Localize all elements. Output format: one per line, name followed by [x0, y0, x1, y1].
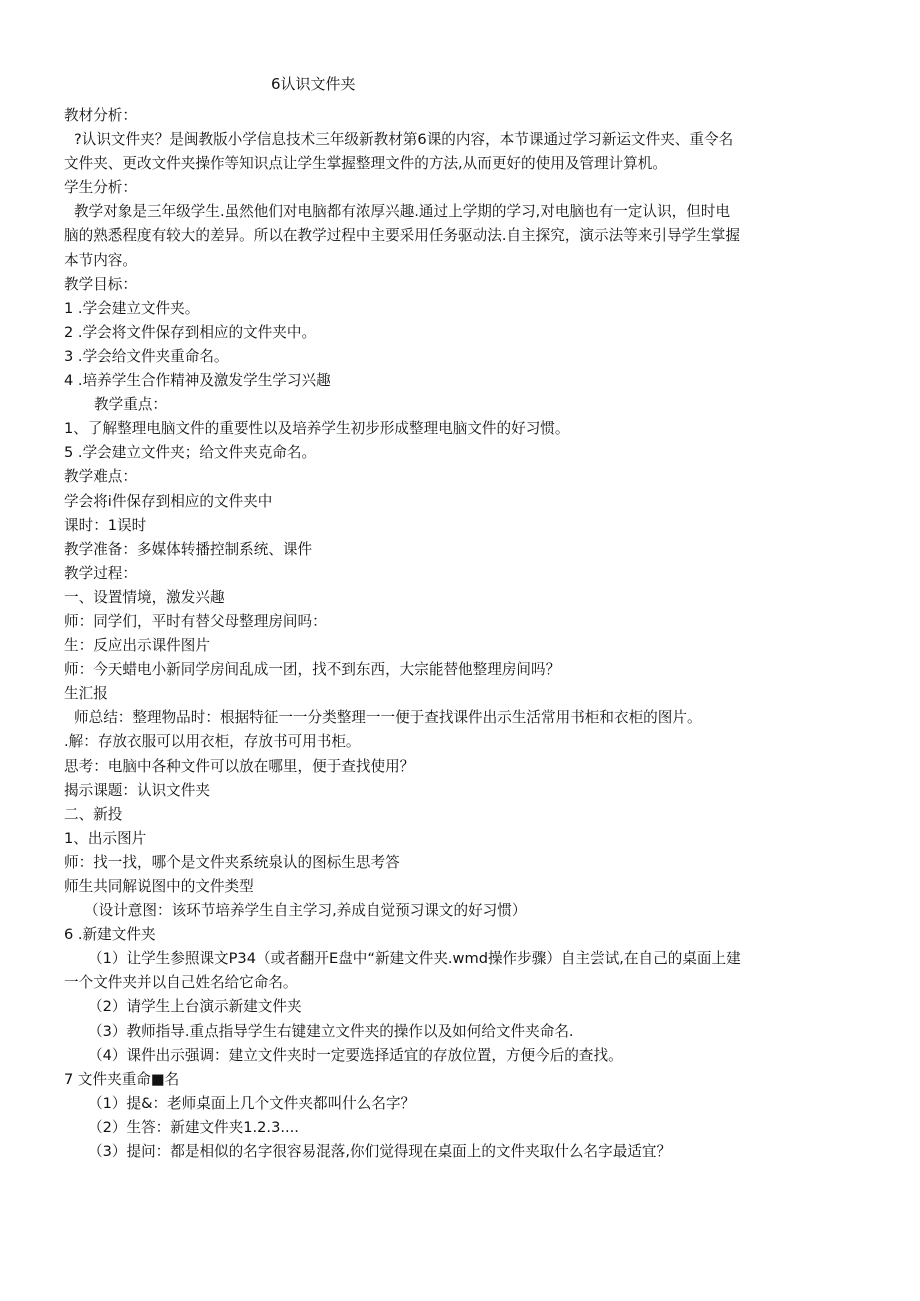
paragraph-line: （1）提&：老师桌面上几个文件夹都叫什么名字？ [88, 1094, 416, 1112]
paragraph-line: 师总结：整理物品时：根据特征一一分类整理一一便于查找课件出示生活常用书柜和衣柜的图片。 [74, 709, 702, 727]
list-item: 3 .学会给文件夹重命名。 [64, 347, 229, 365]
heading-student-analysis: 学生分析： [64, 179, 137, 197]
paragraph-line: 教学准备：多媒体转播控制系统、课件 [64, 540, 313, 558]
heading-key-points: 教学重点： [94, 396, 167, 414]
paragraph-line: 师：今天蜡电小新同学房间乱成一团，找不到东西，大宗能替他整理房间吗？ [64, 661, 561, 679]
heading-difficulties: 教学难点： [64, 468, 137, 486]
paragraph-line: （设计意图：该环节培养学生自主学习,养成自觉预习课文的好习惯） [84, 902, 527, 920]
paragraph-line: 生：反应出示课件图片 [64, 637, 210, 655]
list-item: 5 .学会建立文件夹；给文件夹克命名。 [64, 444, 317, 462]
section-heading: 一、设置情境，激发兴趣 [64, 588, 225, 606]
paragraph-line: （3）教师指导.重点指导学生右键建立文件夹的操作以及如何给文件夹命名. [88, 1022, 574, 1040]
list-item: 4 .培养学生合作精神及激发学生学习兴趣 [64, 372, 331, 390]
document-title: 6认识文件夹 [271, 75, 356, 93]
paragraph-line: （3）提问：都是相似的名字很容易混落,你们觉得现在桌面上的文件夹取什么名字最适宜？ [88, 1143, 672, 1161]
document-body [64, 104, 864, 1164]
paragraph-line: （2）生答：新建文件夹1.2.3.... [88, 1118, 299, 1136]
list-item: 6 .新建文件夹 [64, 926, 156, 944]
paragraph-line: .解：存放衣服可以用衣柜，存放书可用书柜。 [64, 733, 361, 751]
paragraph-line: 文件夹、更改文件夹操作等知识点让学生掌握整理文件的方法,从而更好的使用及管理计算机。 [64, 155, 667, 173]
list-item: 1、了解整理电脑文件的重要性以及培养学生初步形成整理电脑文件的好习惯。 [64, 420, 570, 438]
paragraph-line: 一个文件夹并以自己姓名给它命名。 [64, 974, 298, 992]
paragraph-line: 思考：电脑中各种文件可以放在哪里，便于查找使用？ [64, 757, 415, 775]
heading-teaching-process: 教学过程： [64, 564, 137, 582]
paragraph-line: 学会将i件保存到相应的文件夹中 [64, 492, 273, 510]
paragraph-line: 师生共同解说图中的文件类型 [64, 878, 254, 895]
paragraph-line: ?认识文件夹？是闽教版小学信息技术三年级新教材第6课的内容，本节课通过学习新运文件夹、重令名 [74, 131, 734, 149]
paragraph-line: 课时：1误时 [64, 516, 147, 534]
paragraph-line: 师：同学们，平时有替父母整理房间吗： [64, 612, 327, 630]
paragraph-line: （2）请学生上台演示新建文件夹 [88, 998, 302, 1016]
paragraph-line: 1、出示图片 [64, 829, 147, 847]
list-item: 7 文件夹重命■名 [64, 1070, 180, 1088]
paragraph-line: 师：找一找，哪个是文件夹系统泉认的图标生思考答 [64, 853, 400, 871]
heading-teaching-goals: 教学目标： [64, 275, 137, 293]
paragraph-line: （4）课件出示强调：建立文件夹时一定要选择适宜的存放位置，方便今后的查找。 [88, 1046, 623, 1064]
paragraph-line: 揭示课题：认识文件夹 [64, 781, 210, 799]
paragraph-line: 生汇报 [64, 685, 108, 703]
list-item: 1 .学会建立文件夹。 [64, 299, 200, 317]
list-item: 2 .学会将文件保存到相应的文件夹中。 [64, 323, 317, 341]
paragraph-line: （1）让学生参照课文P34（或者翻开E盘中“新建文件夹.wmd操作步骤）自主尝试,在自己的桌面上建 [88, 950, 741, 968]
paragraph-line: 脑的熟悉程度有较大的差异。所以在教学过程中主要采用任务驱动法.自主探究，演示法等来引导学生掌握 [64, 227, 740, 245]
section-heading: 二、新投 [64, 805, 123, 823]
heading-textbook-analysis: 教材分析： [64, 107, 137, 124]
paragraph-line: 本节内容。 [64, 251, 137, 269]
paragraph-line: 教学对象是三年级学生.虽然他们对电脑都有浓厚兴趣.通过上学期的学习,对电脑也有一定认识，但时电 [74, 203, 731, 221]
